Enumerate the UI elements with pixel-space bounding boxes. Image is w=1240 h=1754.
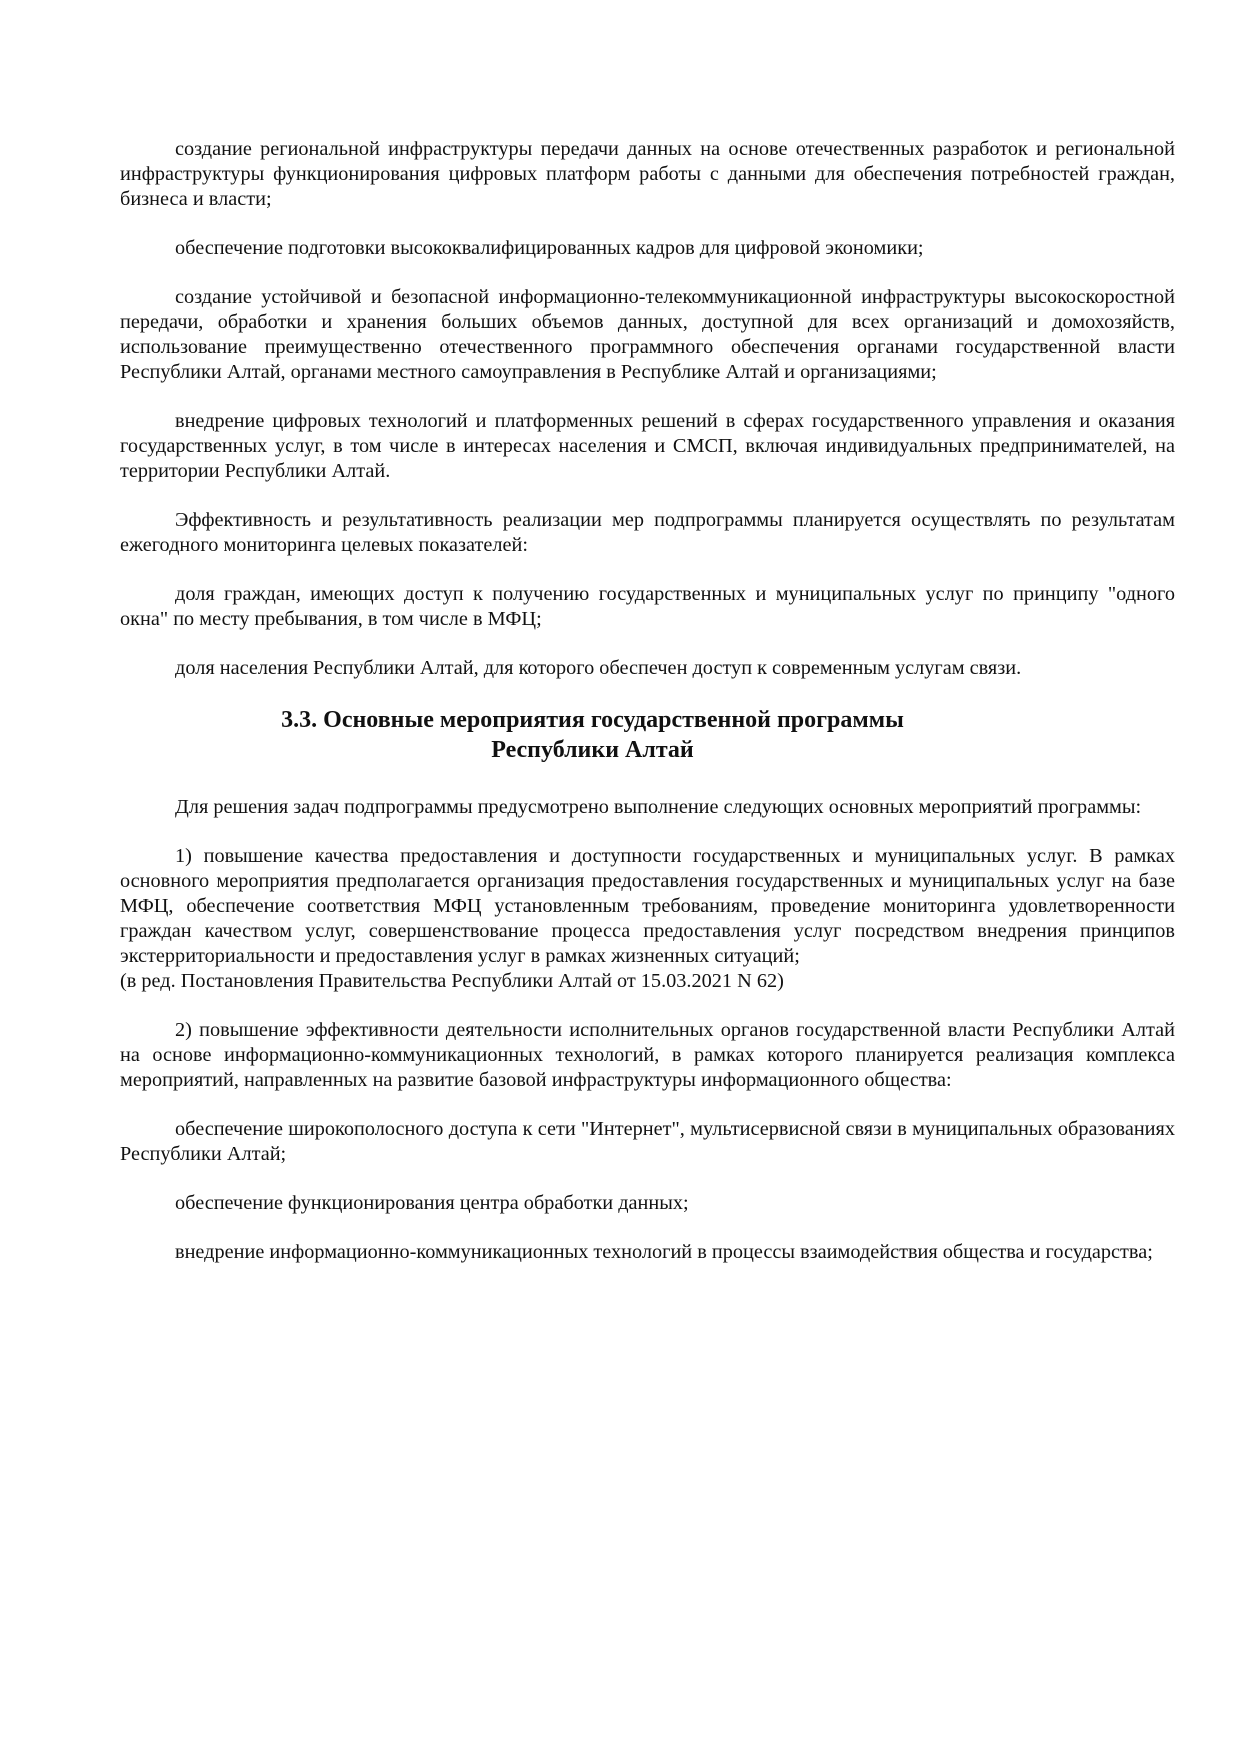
- paragraph: Для решения задач подпрограммы предусмотрено выполнение следующих основных мероприятий программы:: [175, 796, 1142, 818]
- paragraph: обеспечение подготовки высококвалифицированных кадров для цифровой экономики;: [175, 237, 924, 259]
- paragraph: обеспечение широкополосного доступа к сети "Интернет", мультисервисной связи в муниципальных образованиях Республики Алтай;: [120, 1118, 1175, 1165]
- amendment-note: (в ред. Постановления Правительства Республики Алтай от 15.03.2021 N 62): [120, 970, 784, 992]
- paragraph: создание региональной инфраструктуры передачи данных на основе отечественных разработок и региональной инфраструктуры функционирования цифровых платформ работы с данными для обеспечения потребностей граждан, бизнеса и власти;: [120, 138, 1175, 210]
- paragraph: 1) повышение качества предоставления и доступности государственных и муниципальных услуг. В рамках основного мероприятия предполагается организация предоставления государственных и муниципальных услуг на базе МФЦ, обеспечение соответствия МФЦ установленным требованиям, проведение мониторинга удовлетворенности граждан качеством услуг, совершенствование процесса предоставления услуг посредством внедрения принципов экстерриториальности и предоставления услуг в рамках жизненных ситуаций;: [120, 845, 1175, 967]
- paragraph: Эффективность и результативность реализации мер подпрограммы планируется осуществлять по результатам ежегодного мониторинга целевых показателей:: [120, 509, 1175, 556]
- paragraph: 2) повышение эффективности деятельности исполнительных органов государственной власти Республики Алтай на основе информационно-коммуникационных технологий, в рамках которого планируется реализация комплекса мероприятий, направленных на развитие базовой инфраструктуры информационного общества:: [120, 1019, 1175, 1091]
- heading-line-1: 3.3. Основные мероприятия государственной программы: [281, 707, 904, 733]
- paragraph: доля граждан, имеющих доступ к получению государственных и муниципальных услуг по принципу "одного окна" по месту пребывания, в том числе в МФЦ;: [120, 583, 1175, 630]
- document-page: [120, 137, 1175, 1289]
- paragraph: внедрение информационно-коммуникационных технологий в процессы взаимодействия общества и государства;: [175, 1241, 1153, 1263]
- heading-line-2: Республики Алтай: [491, 737, 694, 763]
- paragraph: внедрение цифровых технологий и платформенных решений в сферах государственного управления и оказания государственных услуг, в том числе в интересах населения и СМСП, включая индивидуальных предпринимателей, на территории Республики Алтай.: [120, 410, 1175, 482]
- paragraph: создание устойчивой и безопасной информационно-телекоммуникационной инфраструктуры высокоскоростной передачи, обработки и хранения больших объемов данных, доступной для всех организаций и домохозяйств, использование преимущественно отечественного программного обеспечения органами государственной власти Республики Алтай, органами местного самоуправления в Республике Алтай и организациями;: [120, 286, 1175, 383]
- paragraph: доля населения Республики Алтай, для которого обеспечен доступ к современным услугам связи.: [175, 657, 1022, 679]
- paragraph: обеспечение функционирования центра обработки данных;: [175, 1192, 689, 1214]
- section-heading: [120, 705, 1065, 765]
